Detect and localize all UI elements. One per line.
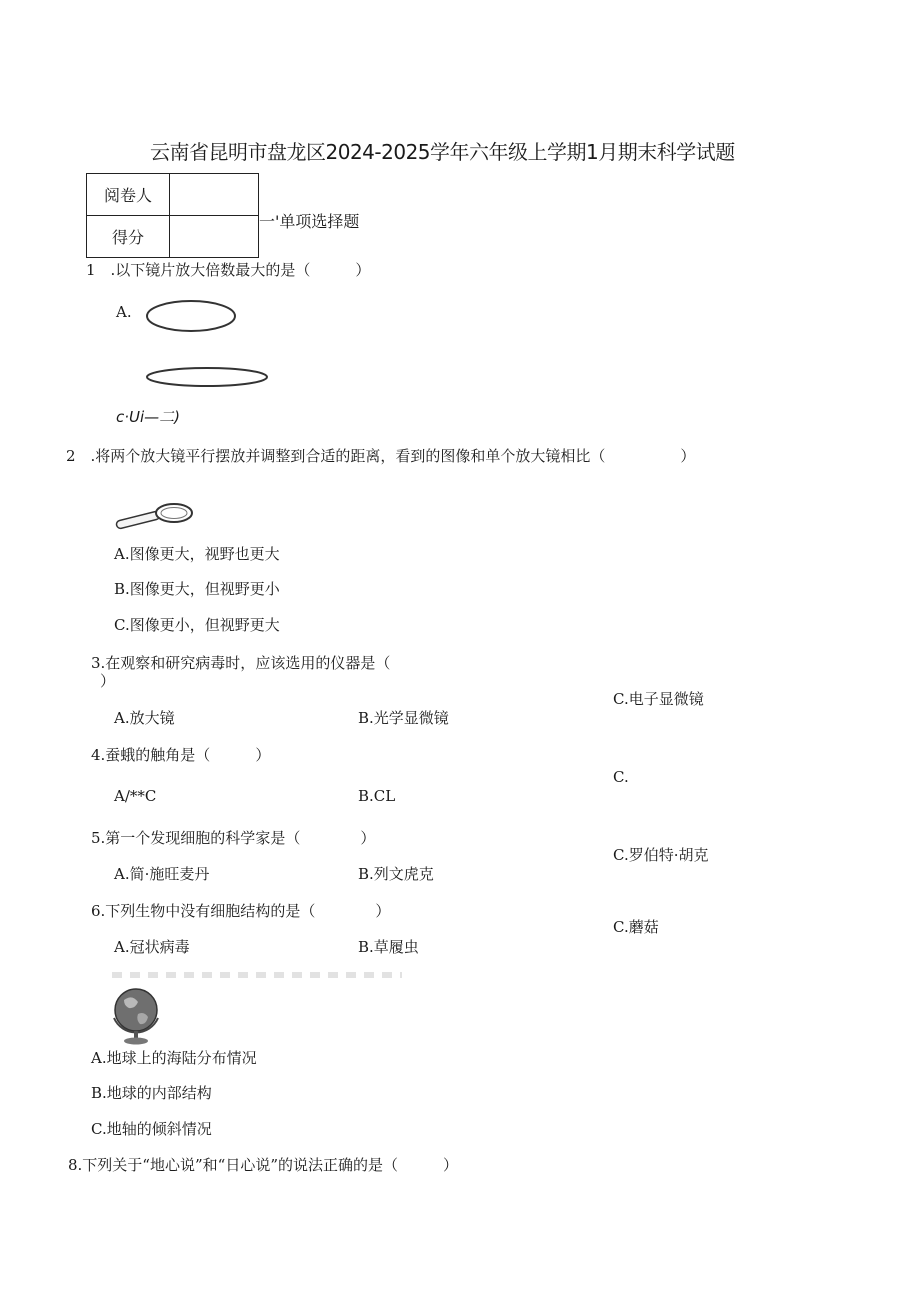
q1-stem: 1 .以下镜片放大倍数最大的是（ ） bbox=[86, 261, 371, 279]
q8-stem: 8.下列关于“地心说”和“日心说”的说法正确的是（ ） bbox=[68, 1156, 458, 1174]
q5-option-c: C.罗伯特·胡克 bbox=[613, 846, 709, 864]
q3-stem-line1: 3.在观察和研究病毒时，应该选用的仪器是（ bbox=[91, 654, 391, 672]
faded-stem-line bbox=[112, 972, 402, 978]
q2-stem: 2 .将两个放大镜平行摆放并调整到合适的距离，看到的图像和单个放大镜相比（ ） bbox=[66, 447, 696, 465]
reviewer-cell bbox=[170, 174, 259, 216]
q4-option-b: B.CL bbox=[358, 787, 396, 805]
q3-option-a: A.放大镜 bbox=[114, 709, 175, 727]
q4-stem: 4.蚕蛾的触角是（ ） bbox=[91, 746, 271, 764]
reviewer-label: 阅卷人 bbox=[87, 174, 170, 216]
page-title: 云南省昆明市盘龙区2024-2025学年六年级上学期1月期末科学试题 bbox=[150, 140, 735, 164]
q5-option-b: B.列文虎克 bbox=[358, 865, 434, 883]
q7-option-b: B.地球的内部结构 bbox=[91, 1084, 212, 1102]
q5-option-a: A.简·施旺麦丹 bbox=[114, 865, 210, 883]
q6-stem: 6.下列生物中没有细胞结构的是（ ） bbox=[91, 902, 391, 920]
section-title: 一'单项选择题 bbox=[259, 212, 360, 231]
q2-option-c: C.图像更小，但视野更大 bbox=[114, 616, 280, 634]
q5-stem: 5.第一个发现细胞的科学家是（ ） bbox=[91, 829, 376, 847]
q6-option-c: C.蘑菇 bbox=[613, 918, 659, 936]
q6-option-b: B.草履虫 bbox=[358, 938, 419, 956]
score-label: 得分 bbox=[87, 216, 170, 258]
grade-table bbox=[86, 173, 259, 258]
q2-option-b: B.图像更大，但视野更小 bbox=[114, 580, 280, 598]
score-cell bbox=[170, 216, 259, 258]
globe-icon bbox=[108, 984, 164, 1046]
q2-option-a: A.图像更大，视野也更大 bbox=[114, 545, 280, 563]
q3-option-c: C.电子显微镜 bbox=[613, 690, 704, 708]
q7-option-a: A.地球上的海陆分布情况 bbox=[91, 1049, 257, 1067]
q4-option-a: A∕**C bbox=[114, 787, 157, 805]
lens-a-illustration bbox=[144, 298, 238, 334]
q6-option-a: A.冠状病毒 bbox=[114, 938, 190, 956]
q7-option-c: C.地轴的倾斜情况 bbox=[91, 1120, 212, 1138]
lens-b-illustration bbox=[144, 364, 270, 390]
q1-option-a: A. bbox=[116, 303, 132, 321]
magnifier-icon bbox=[114, 498, 196, 532]
q4-option-c: C. bbox=[613, 768, 629, 786]
q3-option-b: B.光学显微镜 bbox=[358, 709, 449, 727]
q1-garbled-options: c·Ui—二) bbox=[116, 408, 181, 426]
q3-stem-line2: ） bbox=[100, 672, 116, 690]
